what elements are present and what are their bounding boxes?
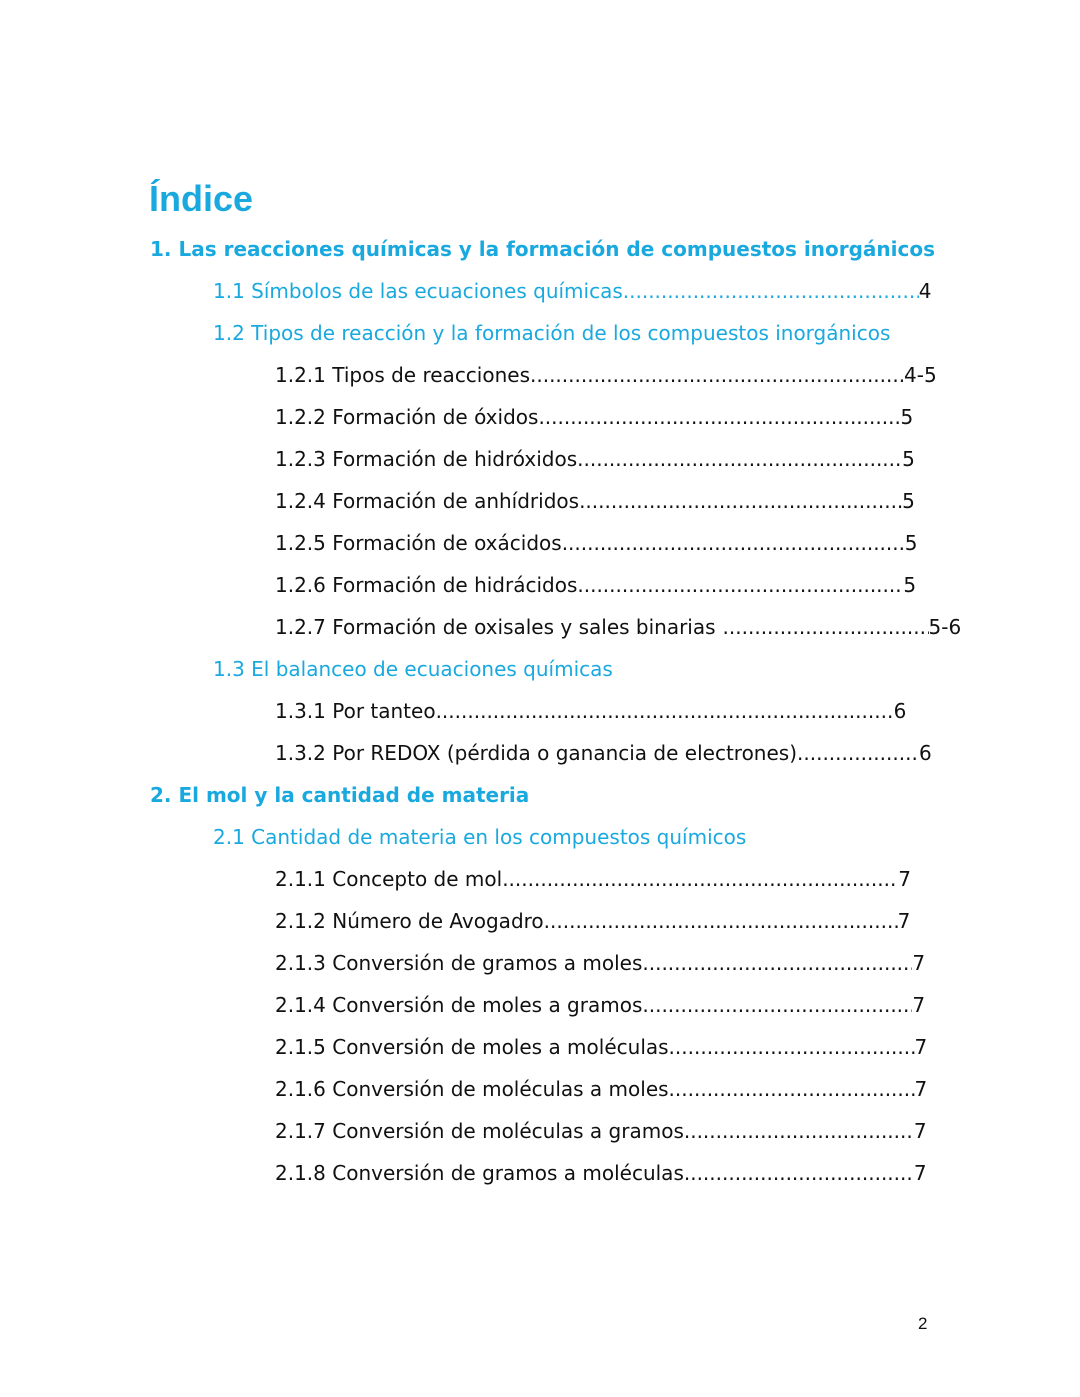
toc-entry-1-2-1[interactable] <box>275 354 937 396</box>
toc-entry-page: 5-6 <box>928 615 962 639</box>
toc-entry-2-1-1[interactable] <box>275 858 911 900</box>
dot-leader <box>723 606 929 648</box>
toc-entry-label: 1.2.1 Tipos de reacciones <box>275 363 530 387</box>
toc-entry-2-1-6[interactable] <box>275 1068 927 1110</box>
toc-entry-1-2-7[interactable] <box>275 606 961 648</box>
toc-entry-label: 1.3 El balanceo de ecuaciones químicas <box>213 657 613 681</box>
toc-section-label: 2. El mol y la cantidad de materia <box>150 783 530 807</box>
toc-entry-page: 7 <box>898 867 911 891</box>
toc-entry-label: 1.3.1 Por tanteo <box>275 699 436 723</box>
toc-entry-page: 5 <box>900 405 914 429</box>
dot-leader <box>797 732 919 774</box>
toc-entry-page: 7 <box>912 951 926 975</box>
toc-entry-page: 5 <box>903 573 917 597</box>
toc-entry-2-1-2[interactable] <box>275 900 910 942</box>
toc-entry-label: 2.1.4 Conversión de moles a gramos <box>275 993 643 1017</box>
dot-leader <box>642 942 912 984</box>
toc-entry-label: 1.2.6 Formación de hidrácidos <box>275 573 578 597</box>
toc-entry-1-3-2[interactable] <box>275 732 932 774</box>
toc-entry-label: 1.2.2 Formación de óxidos <box>275 405 539 429</box>
toc-entry-1-2-6[interactable] <box>275 564 916 606</box>
toc-entry-page: 7 <box>912 993 926 1017</box>
toc-entry-label: 1.2.3 Formación de hidróxidos <box>275 447 578 471</box>
toc-entry-label: 2.1.5 Conversión de moles a moléculas <box>275 1035 669 1059</box>
dot-leader <box>669 1068 915 1110</box>
toc-entry-1-2-5[interactable] <box>275 522 917 564</box>
toc-entry-label: 1.3.2 Por REDOX (pérdida o ganancia de electrones) <box>275 741 798 765</box>
toc-entry-label: 1.2 Tipos de reacción y la formación de los compuestos inorgánicos <box>213 321 891 345</box>
dot-leader <box>669 1026 915 1068</box>
dot-leader <box>544 900 898 942</box>
toc-entry-2-1-7[interactable] <box>275 1110 927 1152</box>
toc-entry-page: 7 <box>914 1077 928 1101</box>
toc-entry-label: 2.1.6 Conversión de moléculas a moles <box>275 1077 669 1101</box>
toc-entry-label: 1.2.4 Formación de anhídridos <box>275 489 580 513</box>
toc-entry-label: 1.2.5 Formación de oxácidos <box>275 531 562 555</box>
page-title: Índice <box>149 178 254 219</box>
dot-leader <box>538 396 900 438</box>
toc-entry-2-1-5[interactable] <box>275 1026 927 1068</box>
toc-entry-2-1-3[interactable] <box>275 942 925 984</box>
dot-leader <box>577 438 902 480</box>
toc-section-label: 1. Las reacciones químicas y la formación de compuestos inorgánicos <box>150 237 935 261</box>
toc-entry-2-1-4[interactable] <box>275 984 925 1026</box>
toc-entry-page: 5 <box>902 447 915 471</box>
toc-entry-page: 7 <box>897 909 911 933</box>
toc-entry-1-3-1[interactable] <box>275 690 906 732</box>
toc-entry-label: 1.1 Símbolos de las ecuaciones químicas <box>213 279 623 303</box>
toc-section-2[interactable] <box>150 774 529 816</box>
toc-entry-1-2-4[interactable] <box>275 480 915 522</box>
toc-entry-page: 7 <box>914 1035 928 1059</box>
toc-entry-label: 2.1.2 Número de Avogadro <box>275 909 544 933</box>
toc-entry-2-1-8[interactable] <box>275 1152 927 1194</box>
toc-entry-label: 2.1.3 Conversión de gramos a moles <box>275 951 643 975</box>
toc-entry-2-1[interactable] <box>213 816 746 858</box>
dot-leader <box>623 270 919 312</box>
toc-entry-1-2-3[interactable] <box>275 438 915 480</box>
dot-leader <box>436 690 894 732</box>
dot-leader <box>684 1152 914 1194</box>
dot-leader <box>530 354 904 396</box>
toc-entry-page: 7 <box>913 1161 927 1185</box>
toc-section-1[interactable] <box>150 228 935 270</box>
toc-entry-label: 2.1.8 Conversión de gramos a moléculas <box>275 1161 684 1185</box>
dot-leader <box>684 1110 914 1152</box>
toc-entry-1-1[interactable] <box>213 270 932 312</box>
dot-leader <box>577 564 903 606</box>
toc-entry-label: 2.1.1 Concepto de mol <box>275 867 503 891</box>
toc-entry-1-3[interactable] <box>213 648 613 690</box>
toc-entry-1-2-2[interactable] <box>275 396 913 438</box>
toc-entry-page: 4-5 <box>904 363 937 387</box>
toc-entry-label: 2.1.7 Conversión de moléculas a gramos <box>275 1119 684 1143</box>
dot-leader <box>579 480 902 522</box>
toc-entry-page: 6 <box>919 741 932 765</box>
toc-entry-page: 5 <box>902 489 915 513</box>
toc-entry-page: 4 <box>918 279 932 303</box>
toc-entry-1-2[interactable] <box>213 312 890 354</box>
dot-leader <box>562 522 905 564</box>
toc-entry-label: 1.2.7 Formación de oxisales y sales binarias <box>275 615 716 639</box>
page-number: 2 <box>918 1314 928 1333</box>
toc-entry-page: 7 <box>913 1119 927 1143</box>
dot-leader <box>642 984 912 1026</box>
toc-entry-page: 6 <box>893 699 907 723</box>
toc-entry-page: 5 <box>904 531 918 555</box>
dot-leader <box>502 858 898 900</box>
toc-entry-label: 2.1 Cantidad de materia en los compuestos químicos <box>213 825 747 849</box>
